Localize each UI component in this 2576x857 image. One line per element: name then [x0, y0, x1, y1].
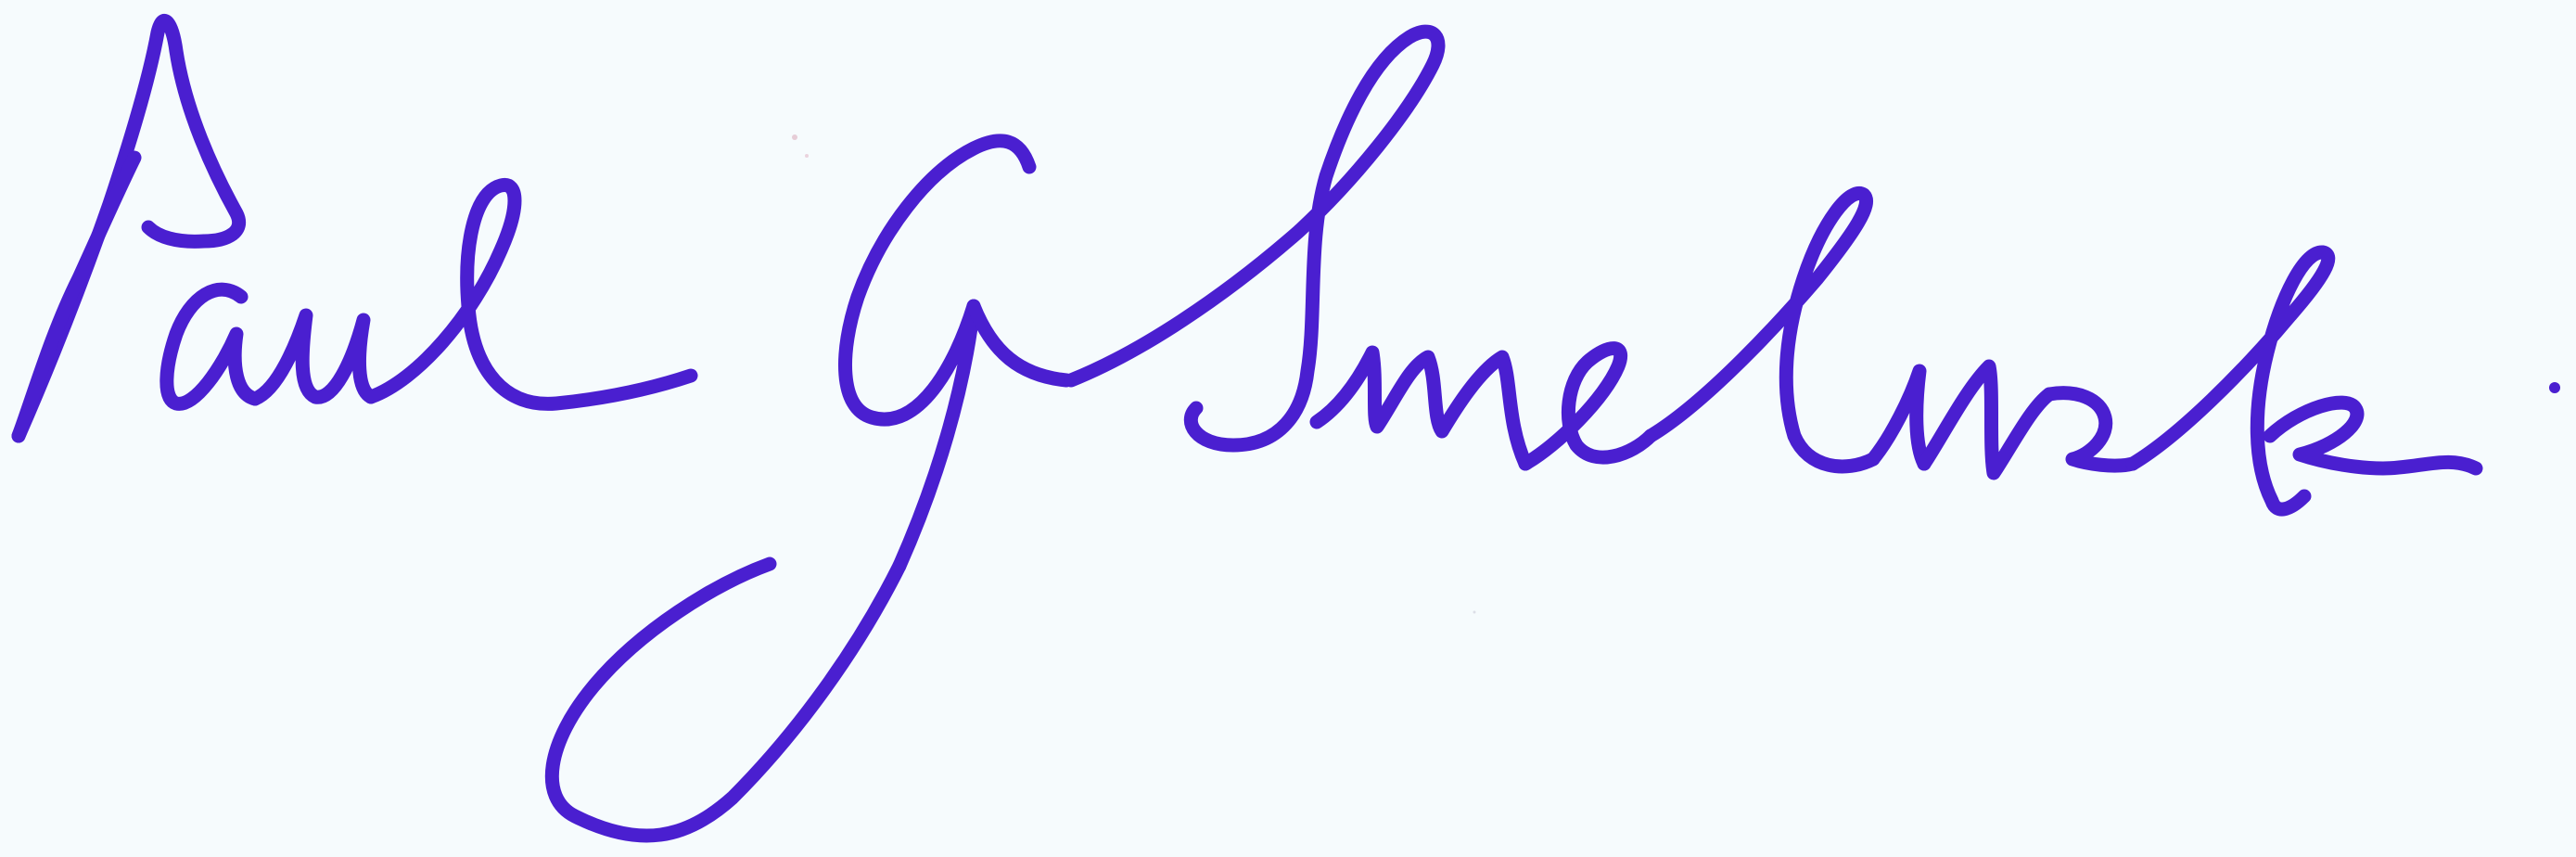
- letter-s-lower: [2049, 393, 2133, 466]
- letter-p-downstroke: [19, 158, 134, 436]
- paper-speck: [805, 154, 809, 158]
- letter-i: [1873, 371, 1924, 464]
- signature-dot: [2549, 382, 2560, 393]
- letter-u: [255, 315, 371, 399]
- signature-ink: [19, 20, 2560, 836]
- paper-speck: [792, 134, 797, 140]
- letter-p-stem: [19, 20, 239, 436]
- paper-speck: [1473, 611, 1476, 614]
- letter-k-stem: [2133, 252, 2328, 509]
- letter-s: [1071, 32, 1438, 445]
- letter-g-loop: [552, 564, 899, 836]
- letter-o: [1525, 349, 1651, 464]
- letter-l-second: [1651, 193, 1873, 467]
- letter-g-tail: [974, 306, 1066, 380]
- letter-m: [1317, 352, 1525, 464]
- letter-n: [1924, 366, 2049, 473]
- letter-l: [371, 185, 691, 403]
- letter-k-leg: [2270, 403, 2476, 468]
- letter-a: [167, 289, 255, 403]
